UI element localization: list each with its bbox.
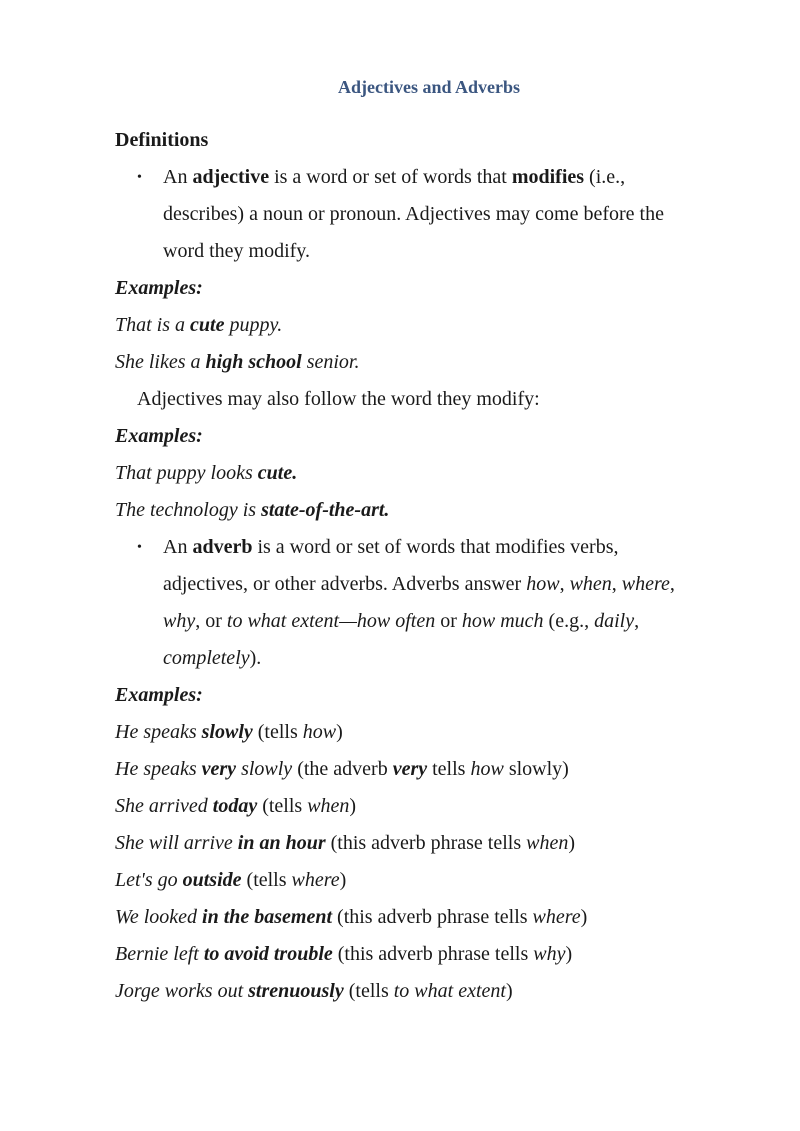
adverb-example-line: He speaks very slowly (the adverb very tells how slowly) [115, 758, 569, 780]
definitions-heading: Definitions [115, 129, 209, 151]
examples-label: Examples: [115, 425, 203, 447]
adverb-example-line: Bernie left to avoid trouble (this adverb phrase tells why) [115, 943, 573, 965]
examples-label: Examples: [115, 684, 203, 706]
adverb-example-line: He speaks slowly (tells how) [115, 721, 343, 743]
example-line: She likes a high school senior. [115, 351, 360, 373]
example-line: That is a cute puppy. [115, 314, 283, 336]
bullet-icon: • [137, 170, 142, 185]
document-body [115, 122, 735, 1010]
adverb-definition-bullet: • An adverb is a word or set of words that modifies verbs, adjectives, or other adverbs. Adverbs answer how, when, where, why, or to what extent—how often or how much (e.g., daily, completely). [115, 529, 735, 677]
document-title: Adjectives and Adverbs [337, 77, 520, 97]
adverb-examples-list [115, 714, 735, 1010]
adverb-example-line: We looked in the basement (this adverb phrase tells where) [115, 906, 588, 928]
adverb-example-line: She will arrive in an hour (this adverb phrase tells when) [115, 832, 575, 854]
adjective-definition-bullet: • An adjective is a word or set of words that modifies (i.e., describes) a noun or pronoun. Adjectives may come before the word they modify. [115, 159, 735, 270]
adverb-example-line: She arrived today (tells when) [115, 795, 357, 817]
adverb-example-line: Jorge works out strenuously (tells to what extent) [115, 980, 513, 1002]
examples-label: Examples: [115, 277, 203, 299]
example-line: That puppy looks cute. [115, 462, 298, 484]
adjective-follow-note: Adjectives may also follow the word they modify: [137, 388, 540, 410]
example-line: The technology is state-of-the-art. [115, 499, 390, 521]
bullet-icon: • [137, 540, 142, 555]
adverb-example-line: Let's go outside (tells where) [115, 869, 347, 891]
